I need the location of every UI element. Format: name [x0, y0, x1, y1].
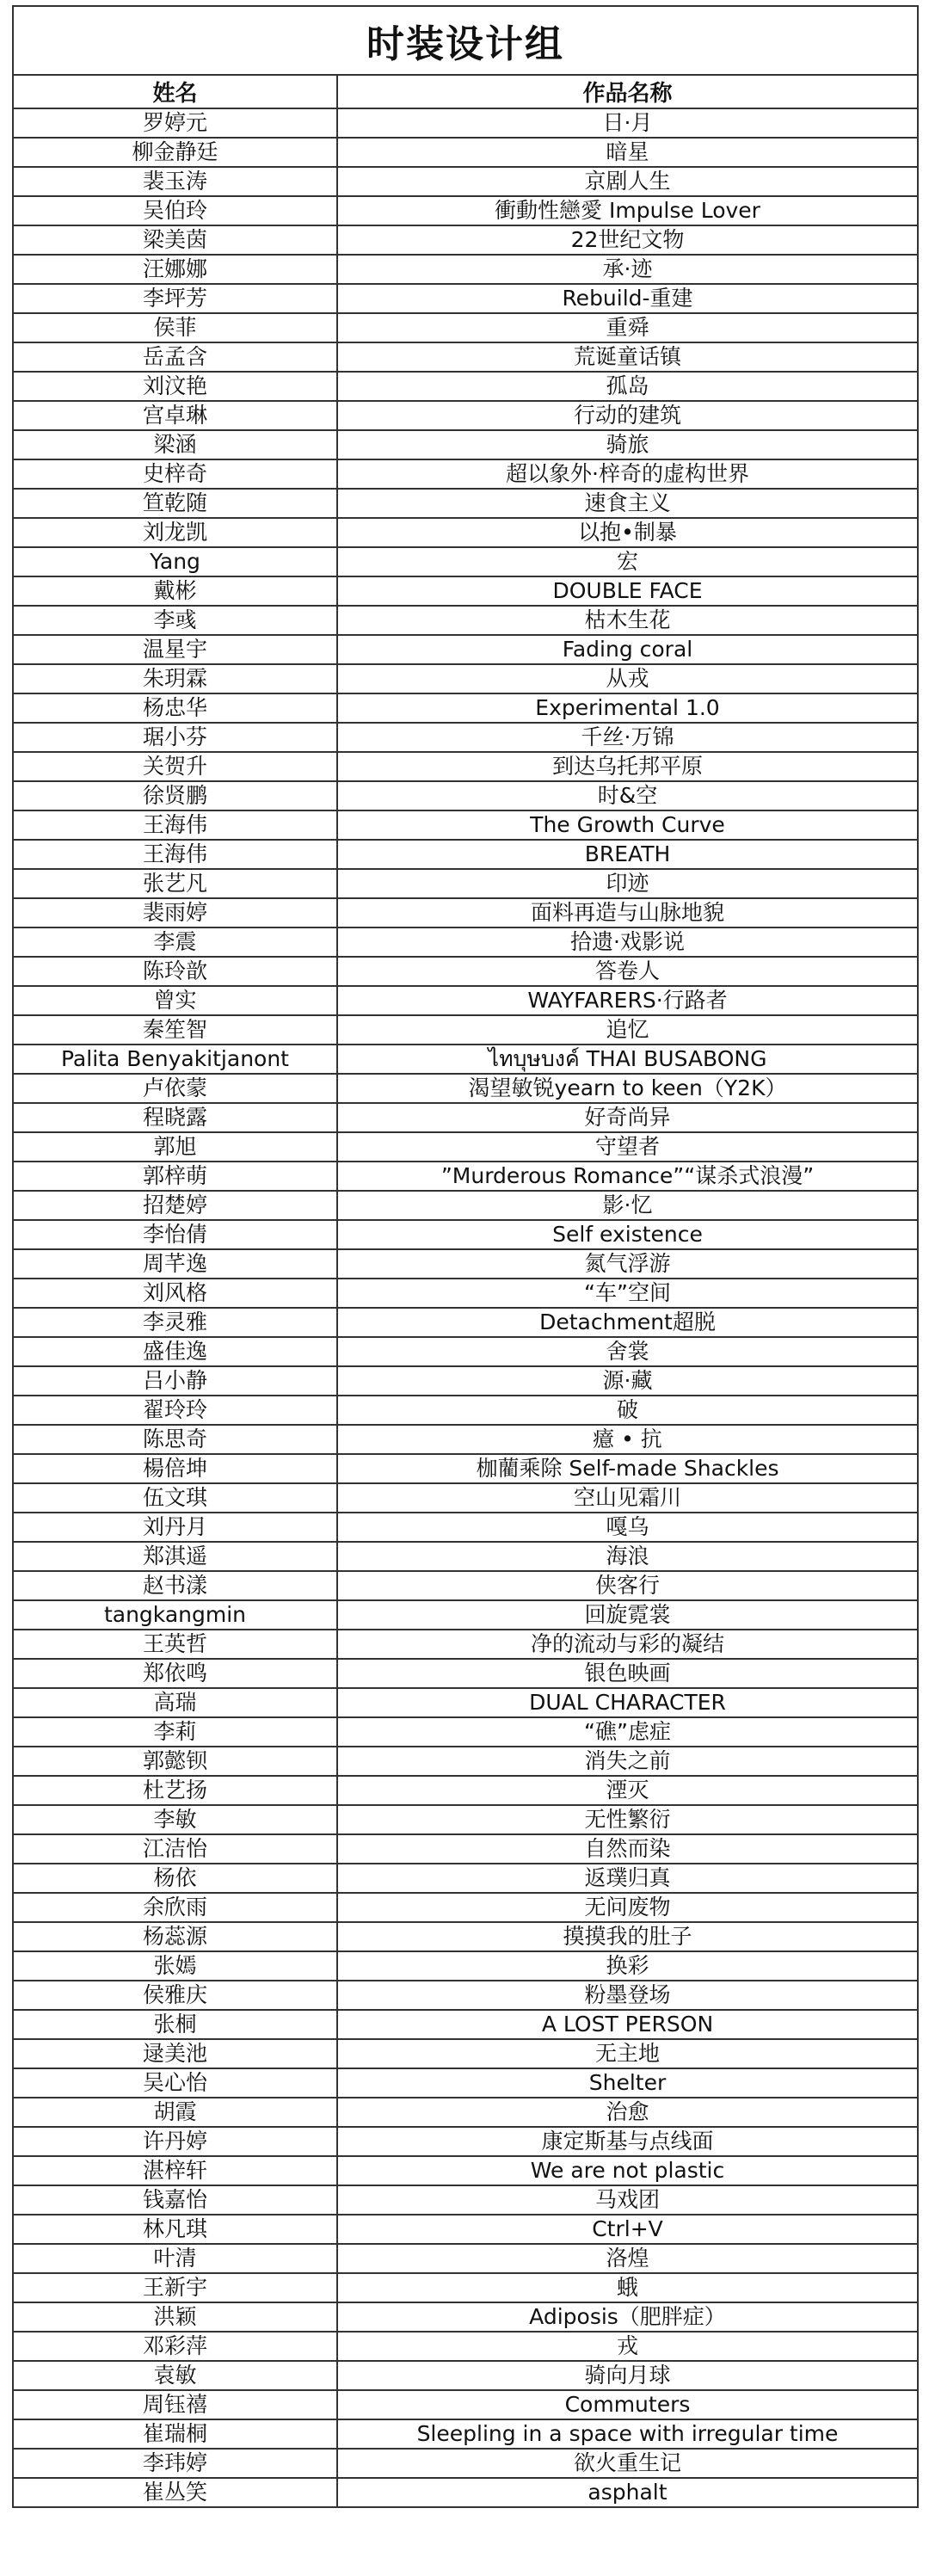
table-row — [13, 138, 918, 167]
work-title-cell: 马戏团 — [337, 2185, 918, 2215]
work-title-cell: 无问废物 — [337, 1893, 918, 1922]
work-title-cell: DOUBLE FACE — [337, 576, 918, 606]
designer-name-cell: 关贺升 — [13, 752, 337, 781]
table-row — [13, 430, 918, 459]
work-title-cell: 从戎 — [337, 664, 918, 693]
table-row — [13, 927, 918, 957]
work-title-cell: 速食主义 — [337, 489, 918, 518]
table-body — [13, 108, 918, 2507]
designer-name-cell: 梁美茵 — [13, 225, 337, 255]
table-row — [13, 957, 918, 986]
designer-name-cell: 李莉 — [13, 1717, 337, 1747]
table-row — [13, 1425, 918, 1454]
designer-name-cell: 郭旭 — [13, 1132, 337, 1162]
table-row — [13, 1015, 918, 1045]
work-title-cell: DUAL CHARACTER — [337, 1688, 918, 1717]
designer-name-cell: 张桐 — [13, 2010, 337, 2039]
work-title-cell: 欲火重生记 — [337, 2449, 918, 2478]
work-title-cell: A LOST PERSON — [337, 2010, 918, 2039]
design-group-table — [12, 5, 919, 2508]
table-row — [13, 1542, 918, 1571]
designer-name-cell: 杨忠华 — [13, 693, 337, 723]
designer-name-cell: 李怡倩 — [13, 1220, 337, 1249]
work-title-cell: Shelter — [337, 2068, 918, 2098]
table-row — [13, 2332, 918, 2361]
designer-name-cell: 楊倍坤 — [13, 1454, 337, 1483]
work-title-cell: 嘎乌 — [337, 1513, 918, 1542]
table-row — [13, 1308, 918, 1337]
designer-name-cell: 笪乾随 — [13, 489, 337, 518]
table-row — [13, 664, 918, 693]
work-title-cell: 衝動性戀愛 Impulse Lover — [337, 196, 918, 225]
table-row — [13, 2068, 918, 2098]
work-title-cell: Fading coral — [337, 635, 918, 664]
designer-name-cell: 崔丛笑 — [13, 2478, 337, 2507]
table-row — [13, 284, 918, 313]
table-row — [13, 459, 918, 489]
work-title-cell: 承·迹 — [337, 255, 918, 284]
designer-name-cell: 温星宇 — [13, 635, 337, 664]
table-row — [13, 1864, 918, 1893]
work-title-cell: 空山见霜川 — [337, 1483, 918, 1513]
table-row — [13, 1776, 918, 1805]
work-title-cell: 行动的建筑 — [337, 401, 918, 430]
table-row — [13, 1103, 918, 1132]
table-row — [13, 2449, 918, 2478]
work-title-cell: 追忆 — [337, 1015, 918, 1045]
designer-name-cell: 刘风格 — [13, 1279, 337, 1308]
designer-name-cell: 许丹婷 — [13, 2127, 337, 2156]
work-title-cell: Self existence — [337, 1220, 918, 1249]
designer-name-cell: 卢依蒙 — [13, 1074, 337, 1103]
work-title-cell: 拾遗·戏影说 — [337, 927, 918, 957]
designer-name-cell: 吴伯玲 — [13, 196, 337, 225]
work-title-cell: 无主地 — [337, 2039, 918, 2068]
table-row — [13, 342, 918, 372]
table-row — [13, 2244, 918, 2273]
designer-name-cell: 李震 — [13, 927, 337, 957]
table-row — [13, 1337, 918, 1366]
work-title-cell: 换彩 — [337, 1951, 918, 1981]
work-title-cell: 影·忆 — [337, 1191, 918, 1220]
designer-name-cell: 吕小静 — [13, 1366, 337, 1396]
table-row — [13, 781, 918, 810]
work-title-cell: 粉墨登场 — [337, 1981, 918, 2010]
table-row — [13, 1717, 918, 1747]
table-row — [13, 1513, 918, 1542]
designer-name-cell: 侯菲 — [13, 313, 337, 342]
work-title-cell: We are not plastic — [337, 2156, 918, 2185]
designer-name-cell: 汪娜娜 — [13, 255, 337, 284]
table-row — [13, 518, 918, 547]
work-title-cell: 到达乌托邦平原 — [337, 752, 918, 781]
work-title-cell: 枷藺乘除 Self-made Shackles — [337, 1454, 918, 1483]
table-row — [13, 576, 918, 606]
table-row — [13, 606, 918, 635]
designer-name-cell: 杨蕊源 — [13, 1922, 337, 1951]
work-title-cell: 暗星 — [337, 138, 918, 167]
designer-name-cell: 程晓露 — [13, 1103, 337, 1132]
designer-name-cell: 史梓奇 — [13, 459, 337, 489]
table-row — [13, 1981, 918, 2010]
work-title-cell: Ctrl+V — [337, 2215, 918, 2244]
table-row — [13, 869, 918, 898]
work-title-cell: 宏 — [337, 547, 918, 576]
work-title-cell: 时&空 — [337, 781, 918, 810]
work-title-cell: 日·月 — [337, 108, 918, 138]
designer-name-cell: 赵书漾 — [13, 1571, 337, 1600]
work-title-cell: 以抱•制暴 — [337, 518, 918, 547]
table-row — [13, 752, 918, 781]
designer-name-cell: 岳孟含 — [13, 342, 337, 372]
designer-name-cell: 崔瑞桐 — [13, 2419, 337, 2449]
designer-name-cell: 叶清 — [13, 2244, 337, 2273]
table-row — [13, 2361, 918, 2390]
table-row — [13, 1249, 918, 1279]
work-title-cell: Sleepling in a space with irregular time — [337, 2419, 918, 2449]
designer-name-cell: 罗婷元 — [13, 108, 337, 138]
work-title-cell: Rebuild-重建 — [337, 284, 918, 313]
table-title: 时装设计组 — [13, 6, 918, 75]
work-title-cell: 银色映画 — [337, 1659, 918, 1688]
work-title-cell: 枯木生花 — [337, 606, 918, 635]
work-title-cell: 湮灭 — [337, 1776, 918, 1805]
work-title-cell: 重舜 — [337, 313, 918, 342]
work-title-cell: 答卷人 — [337, 957, 918, 986]
table-row — [13, 1074, 918, 1103]
designer-name-cell: 王海伟 — [13, 840, 337, 869]
designer-name-cell: 王英哲 — [13, 1630, 337, 1659]
designer-name-cell: 余欣雨 — [13, 1893, 337, 1922]
work-title-cell: 癔 • 抗 — [337, 1425, 918, 1454]
designer-name-cell: 梁涵 — [13, 430, 337, 459]
designer-name-cell: 招楚婷 — [13, 1191, 337, 1220]
table-row — [13, 693, 918, 723]
table-row — [13, 2390, 918, 2419]
work-title-cell: 返璞归真 — [337, 1864, 918, 1893]
column-header-work: 作品名称 — [337, 75, 918, 108]
designer-name-cell: 翟玲玲 — [13, 1396, 337, 1425]
designer-name-cell: 郭懿钡 — [13, 1747, 337, 1776]
designer-name-cell: 郑淇遥 — [13, 1542, 337, 1571]
designer-name-cell: 朱玥霖 — [13, 664, 337, 693]
table-row — [13, 255, 918, 284]
table-row — [13, 196, 918, 225]
work-title-cell: The Growth Curve — [337, 810, 918, 840]
table-row — [13, 401, 918, 430]
work-title-cell: 骑向月球 — [337, 2361, 918, 2390]
work-title-cell: 破 — [337, 1396, 918, 1425]
designer-name-cell: 逯美池 — [13, 2039, 337, 2068]
designer-name-cell: 戴彬 — [13, 576, 337, 606]
designer-name-cell: 盛佳逸 — [13, 1337, 337, 1366]
work-title-cell: 荒诞童话镇 — [337, 342, 918, 372]
table-row — [13, 723, 918, 752]
table-row — [13, 635, 918, 664]
column-header-name: 姓名 — [13, 75, 337, 108]
work-title-cell: 摸摸我的肚子 — [337, 1922, 918, 1951]
table-row — [13, 108, 918, 138]
work-title-cell: WAYFARERS·行路者 — [337, 986, 918, 1015]
designer-name-cell: Palita Benyakitjanont — [13, 1045, 337, 1074]
designer-name-cell: 湛梓轩 — [13, 2156, 337, 2185]
table-row — [13, 1483, 918, 1513]
designer-name-cell: 曾实 — [13, 986, 337, 1015]
designer-name-cell: 李敏 — [13, 1805, 337, 1834]
designer-name-cell: 李玮婷 — [13, 2449, 337, 2478]
designer-name-cell: 王新宇 — [13, 2273, 337, 2302]
work-title-cell: “车”空间 — [337, 1279, 918, 1308]
table-row — [13, 1805, 918, 1834]
designer-name-cell: 郑依鸣 — [13, 1659, 337, 1688]
work-title-cell: BREATH — [337, 840, 918, 869]
designer-name-cell: 李灵雅 — [13, 1308, 337, 1337]
designer-name-cell: 张嫣 — [13, 1951, 337, 1981]
designer-name-cell: Yang — [13, 547, 337, 576]
work-title-cell: 无性繁衍 — [337, 1805, 918, 1834]
table-row — [13, 489, 918, 518]
work-title-cell: 蛾 — [337, 2273, 918, 2302]
designer-name-cell: tangkangmin — [13, 1600, 337, 1630]
work-title-cell: 治愈 — [337, 2098, 918, 2127]
table-row — [13, 167, 918, 196]
designer-name-cell: 刘龙凯 — [13, 518, 337, 547]
table-row — [13, 2302, 918, 2332]
designer-name-cell: 伍文琪 — [13, 1483, 337, 1513]
table-row — [13, 840, 918, 869]
designer-name-cell: 刘汶艳 — [13, 372, 337, 401]
table-row — [13, 1747, 918, 1776]
work-title-cell: 洛煌 — [337, 2244, 918, 2273]
table-row — [13, 1951, 918, 1981]
table-row — [13, 2273, 918, 2302]
work-title-cell: Commuters — [337, 2390, 918, 2419]
work-title-cell: 康定斯基与点线面 — [337, 2127, 918, 2156]
work-title-cell: 回旋霓裳 — [337, 1600, 918, 1630]
designer-name-cell: 裴雨婷 — [13, 898, 337, 927]
table-row — [13, 1220, 918, 1249]
designer-name-cell: 李彧 — [13, 606, 337, 635]
designer-name-cell: 柳金静廷 — [13, 138, 337, 167]
designer-name-cell: 高瑞 — [13, 1688, 337, 1717]
table-row — [13, 2127, 918, 2156]
table-row — [13, 2185, 918, 2215]
designer-name-cell: 周钰禧 — [13, 2390, 337, 2419]
table-row — [13, 1132, 918, 1162]
work-title-cell: 孤岛 — [337, 372, 918, 401]
designer-name-cell: 洪颖 — [13, 2302, 337, 2332]
designer-name-cell: 陈思奇 — [13, 1425, 337, 1454]
table-row — [13, 2156, 918, 2185]
table-row — [13, 1279, 918, 1308]
table-row — [13, 1571, 918, 1600]
work-title-cell: 超以象外·梓奇的虚构世界 — [337, 459, 918, 489]
work-title-cell: “礁”虑症 — [337, 1717, 918, 1747]
work-title-cell: Experimental 1.0 — [337, 693, 918, 723]
work-title-cell: 好奇尚异 — [337, 1103, 918, 1132]
designer-name-cell: 陈玲歆 — [13, 957, 337, 986]
table-row — [13, 1688, 918, 1717]
work-title-cell: asphalt — [337, 2478, 918, 2507]
designer-name-cell: 刘丹月 — [13, 1513, 337, 1542]
designer-name-cell: 秦笙智 — [13, 1015, 337, 1045]
table-row — [13, 1162, 918, 1191]
work-title-cell: 氮气浮游 — [337, 1249, 918, 1279]
table-row — [13, 2478, 918, 2507]
table-row — [13, 2419, 918, 2449]
table-row — [13, 1659, 918, 1688]
designer-name-cell: 林凡琪 — [13, 2215, 337, 2244]
work-title-cell: 戎 — [337, 2332, 918, 2361]
table-row — [13, 1600, 918, 1630]
title-row — [13, 6, 918, 75]
designer-name-cell: 李坪芳 — [13, 284, 337, 313]
work-title-cell: 印迹 — [337, 869, 918, 898]
designer-name-cell: 徐贤鹏 — [13, 781, 337, 810]
table-row — [13, 372, 918, 401]
work-title-cell: Adiposis（肥胖症） — [337, 2302, 918, 2332]
work-title-cell: 千丝·万锦 — [337, 723, 918, 752]
header-row — [13, 75, 918, 108]
table-row — [13, 1630, 918, 1659]
table-row — [13, 986, 918, 1015]
work-title-cell: ไทบุษบงค์ THAI BUSABONG — [337, 1045, 918, 1074]
table-row — [13, 1396, 918, 1425]
work-title-cell: 消失之前 — [337, 1747, 918, 1776]
designer-name-cell: 郭梓萌 — [13, 1162, 337, 1191]
work-title-cell: 守望者 — [337, 1132, 918, 1162]
designer-name-cell: 张艺凡 — [13, 869, 337, 898]
work-title-cell: ”Murderous Romance”“谋杀式浪漫” — [337, 1162, 918, 1191]
work-title-cell: 净的流动与彩的凝结 — [337, 1630, 918, 1659]
designer-name-cell: 杨依 — [13, 1864, 337, 1893]
designer-name-cell: 王海伟 — [13, 810, 337, 840]
designer-name-cell: 袁敏 — [13, 2361, 337, 2390]
table-row — [13, 547, 918, 576]
work-title-cell: 源·藏 — [337, 1366, 918, 1396]
designer-name-cell: 裴玉涛 — [13, 167, 337, 196]
work-title-cell: 自然而染 — [337, 1834, 918, 1864]
table-row — [13, 2039, 918, 2068]
table-row — [13, 2010, 918, 2039]
table-row — [13, 1045, 918, 1074]
table-row — [13, 1893, 918, 1922]
work-title-cell: 骑旅 — [337, 430, 918, 459]
designer-name-cell: 周芊逸 — [13, 1249, 337, 1279]
designer-name-cell: 琚小芬 — [13, 723, 337, 752]
work-title-cell: Detachment超脱 — [337, 1308, 918, 1337]
designer-name-cell: 江洁怡 — [13, 1834, 337, 1864]
table-row — [13, 1191, 918, 1220]
table-row — [13, 1454, 918, 1483]
table-row — [13, 2215, 918, 2244]
table-row — [13, 313, 918, 342]
designer-name-cell: 邓彩萍 — [13, 2332, 337, 2361]
table-row — [13, 225, 918, 255]
table-row — [13, 898, 918, 927]
work-title-cell: 渴望敏锐yearn to keen（Y2K） — [337, 1074, 918, 1103]
designer-name-cell: 杜艺扬 — [13, 1776, 337, 1805]
designer-name-cell: 吴心怡 — [13, 2068, 337, 2098]
work-title-cell: 京剧人生 — [337, 167, 918, 196]
designer-name-cell: 胡霞 — [13, 2098, 337, 2127]
table-row — [13, 2098, 918, 2127]
designer-name-cell: 宫卓琳 — [13, 401, 337, 430]
table-row — [13, 1922, 918, 1951]
work-title-cell: 舍裳 — [337, 1337, 918, 1366]
table-row — [13, 1834, 918, 1864]
designer-name-cell: 侯雅庆 — [13, 1981, 337, 2010]
table-row — [13, 1366, 918, 1396]
work-title-cell: 面料再造与山脉地貌 — [337, 898, 918, 927]
table-row — [13, 810, 918, 840]
designer-name-cell: 钱嘉怡 — [13, 2185, 337, 2215]
work-title-cell: 22世纪文物 — [337, 225, 918, 255]
work-title-cell: 侠客行 — [337, 1571, 918, 1600]
work-title-cell: 海浪 — [337, 1542, 918, 1571]
